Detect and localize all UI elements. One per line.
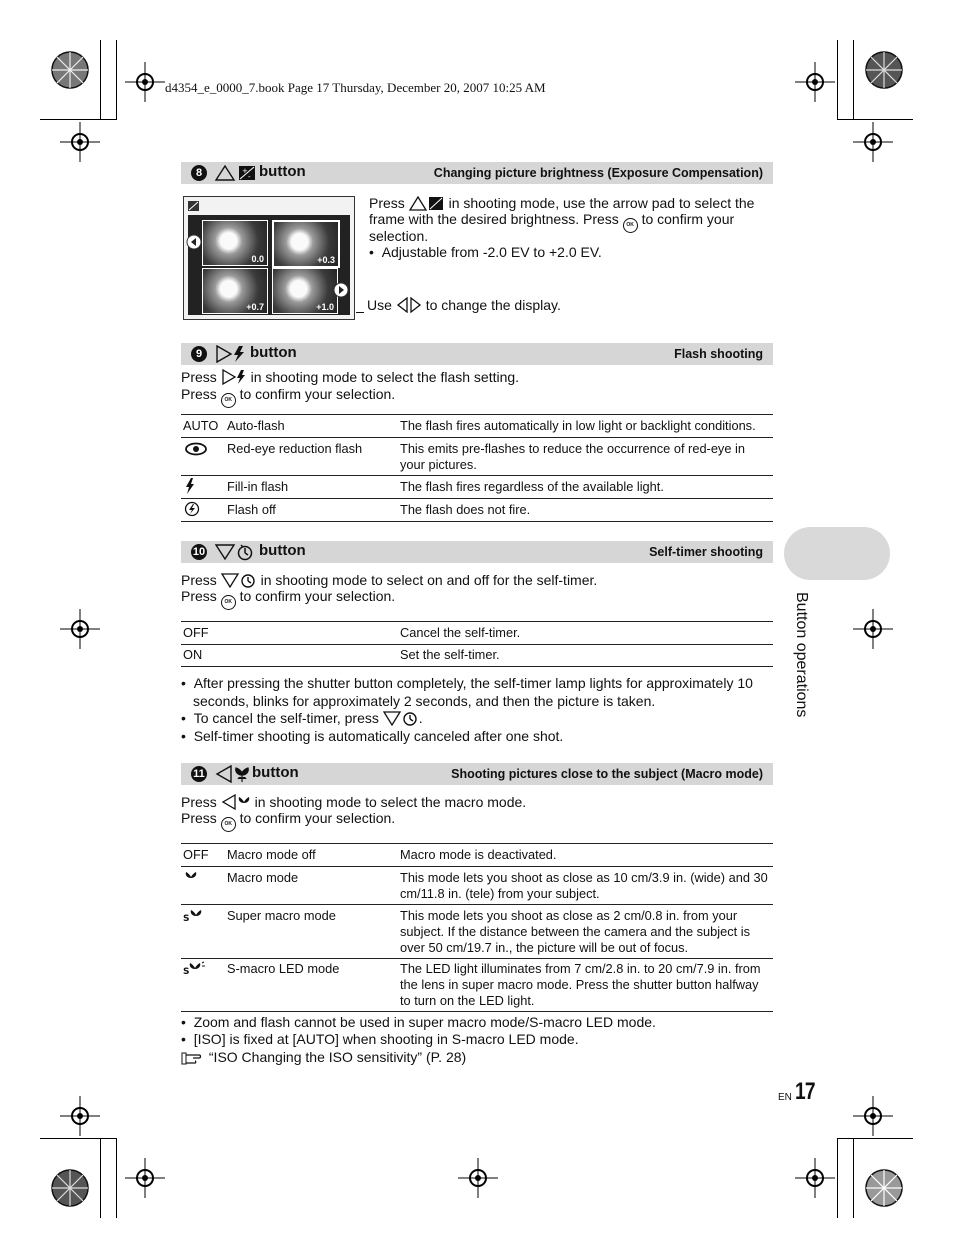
exposure-icon	[188, 201, 199, 211]
chapter-tab	[784, 527, 890, 580]
left-right-arrows-icon	[396, 297, 422, 313]
thumbnail: 0.0	[202, 220, 268, 266]
ok-button-icon: OK	[623, 218, 638, 233]
color-wheel-icon	[864, 50, 904, 90]
timer-bullet-1: • After pressing the shutter button completely, the self-timer lamp lights for approximately 10	[181, 675, 753, 691]
timer-text-line2: Press OK to confirm your selection.	[181, 588, 395, 610]
left-arrow-icon	[186, 234, 202, 250]
svg-text:S: S	[183, 967, 190, 975]
flash-table	[181, 414, 773, 524]
flash-mode-auto: AUTO	[183, 418, 219, 433]
macro-note-1: • Zoom and flash cannot be used in super macro mode/S-macro LED mode.	[181, 1014, 656, 1030]
registration-mark-icon	[125, 62, 165, 102]
down-self-timer-icon	[383, 710, 419, 726]
macro-note-2: • [ISO] is fixed at [AUTO] when shooting in S-macro LED mode.	[181, 1031, 579, 1047]
exposure-text-line2: frame with the desired brightness. Press OK to confirm your	[369, 211, 734, 233]
section-subtitle: Self-timer shooting	[649, 545, 763, 559]
macro-mode: OFF	[183, 847, 209, 862]
crop-mark	[100, 1138, 101, 1218]
left-macro-icon	[221, 794, 251, 810]
macro-name: Macro mode off	[227, 847, 316, 862]
red-eye-icon	[184, 442, 208, 456]
crop-mark	[853, 1138, 854, 1218]
page-number: 17	[795, 1078, 815, 1105]
timer-text-line1: Press in shooting mode to select on and off for the self-timer.	[181, 572, 598, 588]
macro-name: S-macro LED mode	[227, 961, 340, 976]
crop-mark	[40, 119, 116, 120]
color-wheel-icon	[50, 50, 90, 90]
reference-hand-icon	[181, 1051, 205, 1065]
macro-desc: Macro mode is deactivated.	[400, 847, 557, 862]
right-arrow-icon	[333, 282, 349, 298]
down-self-timer-icon	[215, 543, 255, 561]
registration-mark-icon	[60, 122, 100, 162]
crop-mark	[837, 119, 913, 120]
macro-desc: This mode lets you shoot as close as 10 cm/3.9 in. (wide) and 30 cm/11.8 in. (tele) from your subject.	[400, 870, 768, 901]
macro-text-line1: Press in shooting mode to select the macro mode.	[181, 794, 527, 810]
up-exposure-icon	[409, 195, 445, 211]
up-exposure-icon	[215, 164, 259, 182]
right-flash-icon	[215, 345, 247, 363]
crop-mark	[116, 40, 117, 120]
flash-desc: The flash fires automatically in low light or backlight conditions.	[400, 418, 756, 433]
timer-bullet-3: • Self-timer shooting is automatically canceled after one shot.	[181, 728, 564, 744]
registration-mark-icon	[853, 122, 893, 162]
section-title: button	[259, 542, 306, 559]
use-display-note: Use to change the display.	[367, 297, 561, 313]
exposure-bullet: • Adjustable from -2.0 EV to +2.0 EV.	[369, 244, 602, 260]
section-header-macro	[181, 763, 773, 785]
left-macro-icon	[215, 765, 251, 783]
registration-mark-icon	[125, 1158, 165, 1198]
thumbnail: +0.7	[202, 268, 268, 314]
crop-mark	[116, 1138, 117, 1218]
registration-mark-icon	[795, 1158, 835, 1198]
thumbnail: +1.0	[272, 268, 338, 314]
down-self-timer-icon	[221, 572, 257, 588]
registration-mark-icon	[853, 1096, 893, 1136]
book-header: d4354_e_0000_7.book Page 17 Thursday, December 20, 2007 10:25 AM	[165, 80, 546, 95]
flash-name: Fill-in flash	[227, 479, 289, 494]
flash-icon	[185, 478, 195, 494]
svg-text:S: S	[183, 914, 190, 922]
chapter-label: Button operations	[793, 592, 810, 718]
flash-off-icon	[184, 501, 200, 517]
language-label: EN	[778, 1092, 792, 1103]
crop-mark	[837, 40, 838, 120]
section-header-flash	[181, 343, 773, 365]
section-number: 10	[192, 546, 206, 558]
timer-mode: ON	[183, 647, 203, 662]
svg-text:+: +	[242, 167, 248, 175]
section-number: 9	[191, 346, 207, 362]
callout-line	[356, 312, 364, 313]
flash-desc: The flash fires regardless of the available light.	[400, 479, 664, 494]
thumbnail-selected: +0.3	[272, 220, 340, 268]
flash-text-line1: Press in shooting mode to select the flash setting.	[181, 369, 520, 385]
right-flash-icon	[221, 369, 247, 385]
section-subtitle: Flash shooting	[674, 347, 763, 361]
macro-name: Macro mode	[227, 870, 299, 885]
super-macro-icon	[183, 908, 203, 922]
registration-mark-icon	[458, 1158, 498, 1198]
section-header-timer	[181, 541, 773, 563]
macro-desc: This mode lets you shoot as close as 2 cm/0.8 in. from your subject. If the distance between the camera and the subject is over 50 cm/19.7 in., the picture will be out of focus.	[400, 908, 750, 955]
macro-desc: The LED light illuminates from 7 cm/2.8 in. to 20 cm/7.9 in. from the lens in super macro mode. Press the shutter button halfway to turn on the LED light.	[400, 961, 761, 1008]
macro-icon	[184, 870, 198, 884]
macro-table	[181, 843, 773, 1015]
crop-mark	[40, 1138, 116, 1139]
timer-table	[181, 621, 773, 669]
flash-text-line2: Press OK to confirm your selection.	[181, 386, 395, 408]
timer-mode: OFF	[183, 625, 209, 640]
flash-desc: This emits pre-flashes to reduce the occurrence of red-eye in your pictures.	[400, 441, 745, 472]
flash-name: Red-eye reduction flash	[227, 441, 363, 456]
macro-text-line2: Press OK to confirm your selection.	[181, 810, 395, 832]
section-number: 11	[191, 766, 207, 782]
exposure-text-line1: Press in shooting mode, use the arrow pad to select the	[369, 195, 755, 211]
flash-desc: The flash does not fire.	[400, 502, 531, 517]
section-header-exposure	[181, 162, 773, 184]
macro-name: Super macro mode	[227, 908, 336, 923]
ok-button-icon: OK	[221, 817, 236, 832]
crop-mark	[853, 40, 854, 120]
timer-desc: Set the self-timer.	[400, 647, 500, 662]
registration-mark-icon	[60, 1096, 100, 1136]
section-title: button	[250, 344, 297, 361]
crop-mark	[837, 1138, 838, 1218]
macro-reference: “ISO Changing the ISO sensitivity” (P. 28)	[181, 1049, 466, 1066]
section-number: 8	[191, 165, 207, 181]
section-title: button	[252, 764, 299, 781]
crop-mark	[837, 1138, 913, 1139]
thumbnail-grid	[188, 215, 350, 315]
registration-mark-icon	[853, 609, 893, 649]
timer-bullet-2: • To cancel the self-timer, press .	[181, 710, 423, 726]
registration-mark-icon	[60, 609, 100, 649]
color-wheel-icon	[864, 1168, 904, 1208]
ok-button-icon: OK	[221, 393, 236, 408]
camera-screen-illustration	[183, 196, 355, 320]
section-subtitle: Changing picture brightness (Exposure Compensation)	[433, 166, 763, 180]
flash-name: Flash off	[227, 502, 276, 517]
super-macro-led-icon	[183, 961, 205, 975]
section-title: button	[259, 163, 306, 180]
color-wheel-icon	[50, 1168, 90, 1208]
crop-mark	[100, 40, 101, 120]
svg-text:-: -	[248, 173, 251, 181]
section-subtitle: Shooting pictures close to the subject (Macro mode)	[451, 767, 763, 781]
ok-button-icon: OK	[221, 595, 236, 610]
flash-name: Auto-flash	[227, 418, 285, 433]
registration-mark-icon	[795, 62, 835, 102]
exposure-text-line3: selection.	[369, 228, 429, 244]
timer-bullet-1-cont: seconds, blinks for approximately 2 seconds, and then the picture is taken.	[193, 693, 656, 709]
timer-desc: Cancel the self-timer.	[400, 625, 521, 640]
